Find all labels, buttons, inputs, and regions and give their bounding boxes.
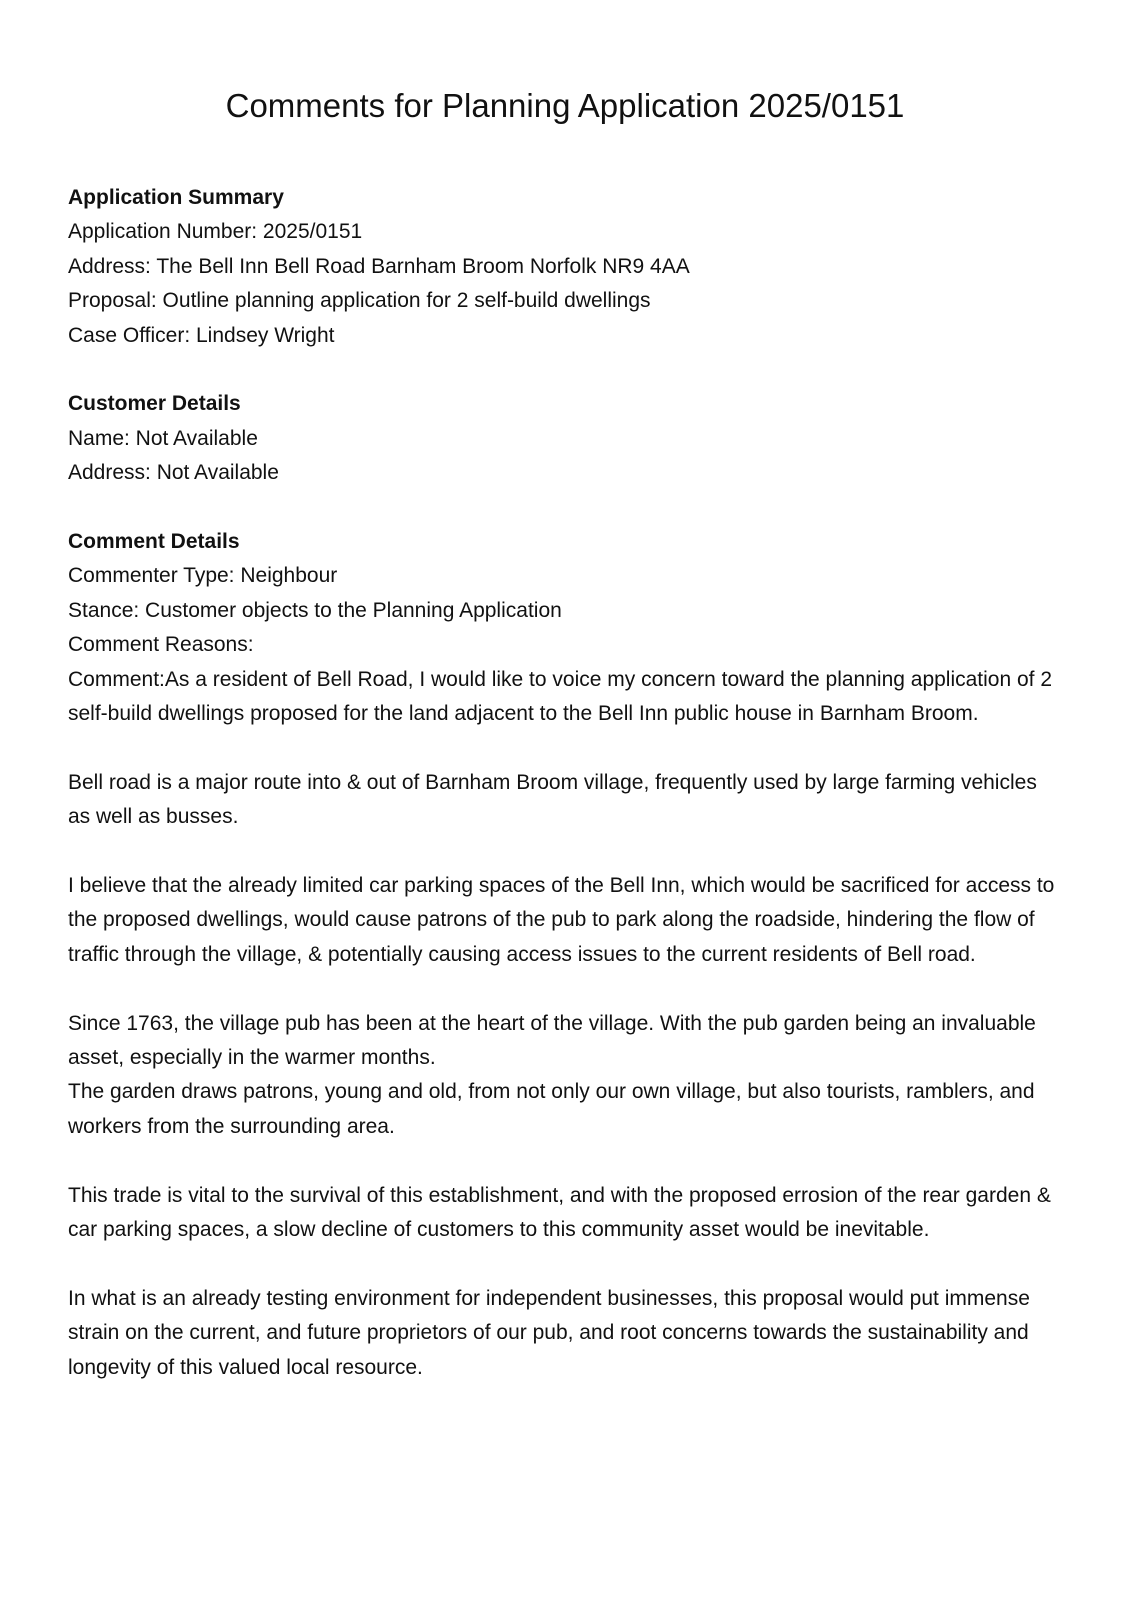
spacer [68, 1248, 1058, 1282]
spacer [68, 835, 1058, 869]
application-summary-heading: Application Summary [68, 186, 284, 209]
customer-details-heading: Customer Details [68, 392, 241, 416]
comment-reasons: Comment Reasons: [68, 633, 254, 657]
spacer [68, 1144, 1058, 1178]
comment-paragraph: Since 1763, the village pub has been at the heart of the village. With the pub garden being an invaluable asset, especially in the warmer months. [68, 1011, 1036, 1070]
customer-details-section [68, 387, 1058, 490]
comment-paragraph: Comment:As a resident of Bell Road, I would like to voice my concern toward the planning application of 2 self-build dwellings proposed for the land adjacent to the Bell Inn public house in Barnham Broom. [68, 667, 1053, 726]
application-number: Application Number: 2025/0151 [68, 220, 363, 244]
document-body [68, 181, 1058, 1385]
comment-paragraph: I believe that the already limited car parking spaces of the Bell Inn, which would be sacrificed for access to the proposed dwellings, would cause patrons of the pub to park along the roadside, hindering the flow of traffic through the village, & potentially causing access issues to the current residents of Bell road. [68, 874, 1055, 966]
customer-name: Name: Not Available [68, 426, 258, 450]
comment-details-heading: Comment Details [68, 530, 240, 554]
spacer [68, 972, 1058, 1006]
application-proposal: Proposal: Outline planning application for 2 self-build dwellings [68, 289, 651, 313]
spacer [68, 353, 1058, 387]
comment-paragraph: In what is an already testing environment for independent businesses, this proposal would put immense strain on the current, and future proprietors of our pub, and root concerns towards the sustainability and longevity of this valued local resource. [68, 1286, 1030, 1379]
comment-paragraph: Bell road is a major route into & out of Barnham Broom village, frequently used by large farming vehicles as well as busses. [68, 770, 1037, 829]
spacer [68, 491, 1058, 525]
application-address: Address: The Bell Inn Bell Road Barnham Broom Norfolk NR9 4AA [68, 254, 690, 278]
comment-stance: Stance: Customer objects to the Planning Application [68, 598, 562, 622]
comment-details-section [68, 525, 1058, 1385]
spacer [68, 731, 1058, 765]
comment-paragraph: This trade is vital to the survival of this establishment, and with the proposed errosion of the rear garden & car parking spaces, a slow decline of customers to this community asset would be inevitable. [68, 1183, 1051, 1242]
customer-address: Address: Not Available [68, 461, 279, 485]
page-title: Comments for Planning Application 2025/0151 [225, 87, 905, 124]
comment-paragraph: The garden draws patrons, young and old, from not only our own village, but also tourists, ramblers, and workers from the surrounding area. [68, 1080, 1035, 1138]
commenter-type: Commenter Type: Neighbour [68, 564, 338, 588]
case-officer: Case Officer: Lindsey Wright [68, 323, 335, 347]
application-summary-section [68, 181, 1058, 353]
